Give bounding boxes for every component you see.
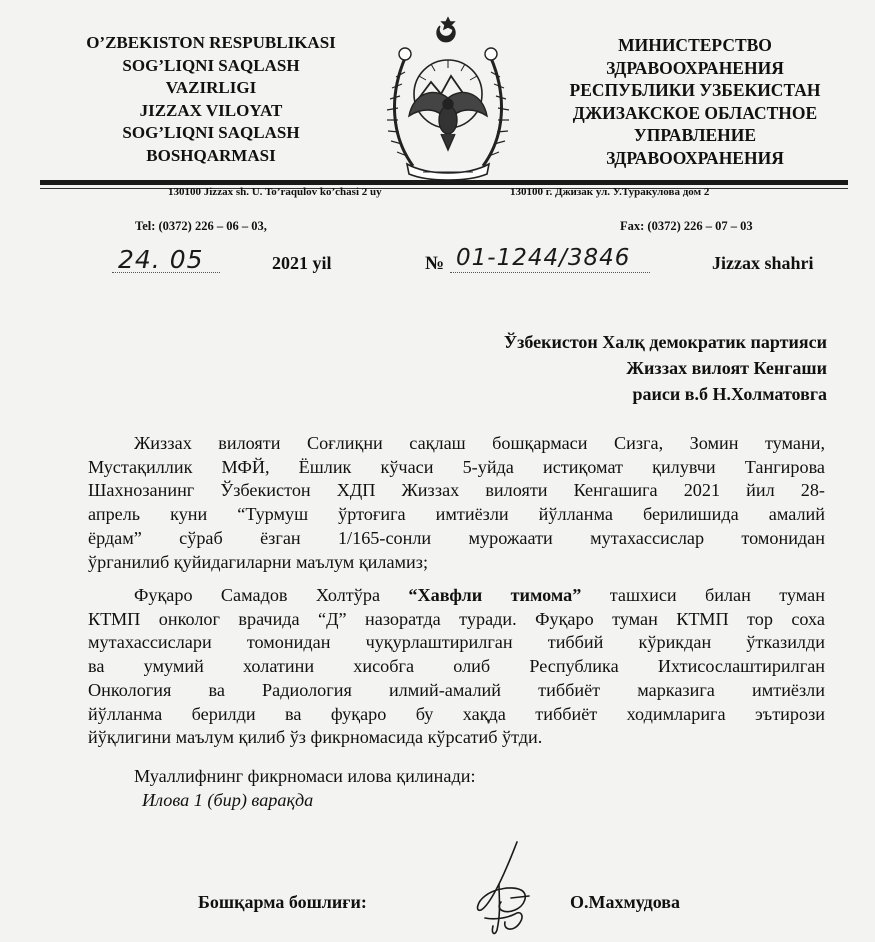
attachment-note: Илова 1 (бир) варақда: [142, 790, 314, 810]
text-segment: ташхиси билан туман: [581, 585, 825, 605]
address-latin: 130100 Jizzax sh. U. To’raqulov ko’chasi 2 uy: [168, 186, 382, 198]
signatory-name: О.Махмудова: [570, 892, 680, 912]
number-sign: №: [425, 253, 445, 274]
text-line: йўқлигини маълум қилиб ўз фикрномасида кўрсатиб ўтди.: [88, 727, 543, 748]
header-right-line: ДЖИЗАКСКОЕ ОБЛАСТНОЕ: [572, 102, 818, 123]
text-line: ўрганилиб қуйидагиларни маълум қиламиз;: [88, 551, 429, 572]
date-underline: [112, 272, 220, 273]
text-line: Жиззах вилояти Соғлиқни сақлаш бошқармаси Сизга, Зомин тумани,: [134, 433, 825, 453]
text-line: Шахнозанинг Ўзбекистон ХДП Жиззах вилояти Кенгашига 2021 йил 28-: [88, 480, 825, 501]
header-rule-thick: [40, 180, 848, 185]
text-line: Онкология ва Радиология илмий-амалий тиббиёт марказига имтиёзли: [88, 679, 825, 700]
recipient-line: Ўзбекистон Халқ демократик партияси: [503, 332, 827, 352]
text-line: йўлланма берилди ва фуқаро бу хақда тиббиёт ходимларига эътирози: [88, 703, 825, 724]
text-line: [88, 584, 825, 608]
header-rule-thin: [40, 188, 848, 189]
text-segment: Фуқаро Самадов Холтўра: [134, 585, 409, 605]
text-line: ёрдам” сўраб ёзган 1/165-сонли мурожаати мутахассислар томонидан: [88, 527, 825, 548]
body-paragraph-1: [88, 432, 825, 574]
text-line: Мустақиллик МФЙ, Ёшлик кўчаси 5-уйда истиқомат қилувчи Тангирова: [88, 456, 825, 477]
state-emblem-icon: [383, 16, 513, 182]
header-right-line: ЗДРАВООХРАНЕНИЯ: [606, 147, 784, 168]
header-left-block: [40, 32, 382, 167]
handwritten-signature-icon: [455, 838, 545, 938]
recipient-line: Жиззах вилоят Кенгаши: [626, 358, 827, 378]
recipient-line: раиси в.б Н.Холматовга: [632, 384, 827, 404]
diagnosis-bold: “Хавфли тимома”: [408, 585, 582, 605]
number-underline: [450, 272, 650, 273]
fax-number: Fax: (0372) 226 – 07 – 03: [620, 219, 753, 233]
header-left-line: SOG’LIQNI SAQLASH: [122, 123, 300, 142]
signatory-title: Бошқарма бошлиғи:: [198, 892, 367, 912]
header-right-line: РЕСПУБЛИКИ УЗБЕКИСТАН: [569, 80, 821, 100]
header-right-line: УПРАВЛЕНИЕ: [633, 125, 757, 145]
header-right-block: [545, 34, 845, 169]
header-right-line: МИНИСТЕРСТВО: [618, 35, 772, 55]
body-paragraph-2: [88, 584, 825, 750]
body-paragraph-3: Муаллифнинг фикрномаси илова қилинади:: [134, 766, 476, 786]
text-line: мутахассислари томонидан чуқурлаштирилган тиббий кўрикдан ўтказилди: [88, 632, 825, 653]
number-handwritten: 01-1244/3846: [456, 245, 631, 271]
header-left-line: VAZIRLIGI: [165, 78, 257, 97]
tel-number: Tel: (0372) 226 – 06 – 03,: [135, 219, 267, 233]
document-year: 2021 yil: [272, 253, 332, 273]
header-left-line: O’ZBEKISTON RESPUBLIKASI: [86, 33, 336, 52]
header-left-line: JIZZAX VILOYAT: [139, 100, 283, 120]
date-handwritten: 24. 05: [118, 245, 204, 274]
city-name: Jizzax shahri: [712, 253, 814, 273]
text-line: ва умумий холатини хисобга олиб Республика Ихтисослаштирилган: [88, 656, 825, 677]
header-right-line: ЗДРАВООХРАНЕНИЯ: [606, 57, 784, 78]
header-left-line: SOG’LIQNI SAQLASH: [122, 55, 300, 75]
address-cyrillic: 130100 г. Джизак ул. У.Туракулова дом 2: [510, 186, 710, 198]
header-left-line: BOSHQARMASI: [146, 145, 276, 165]
text-line: КТМП онколог врачида “Д” назоратда туради. Фуқаро туман КТМП тор соха: [88, 608, 825, 629]
text-line: апрель куни “Турмуш ўртоғига имтиёзли йўлланма берилишида амалий: [88, 504, 825, 525]
